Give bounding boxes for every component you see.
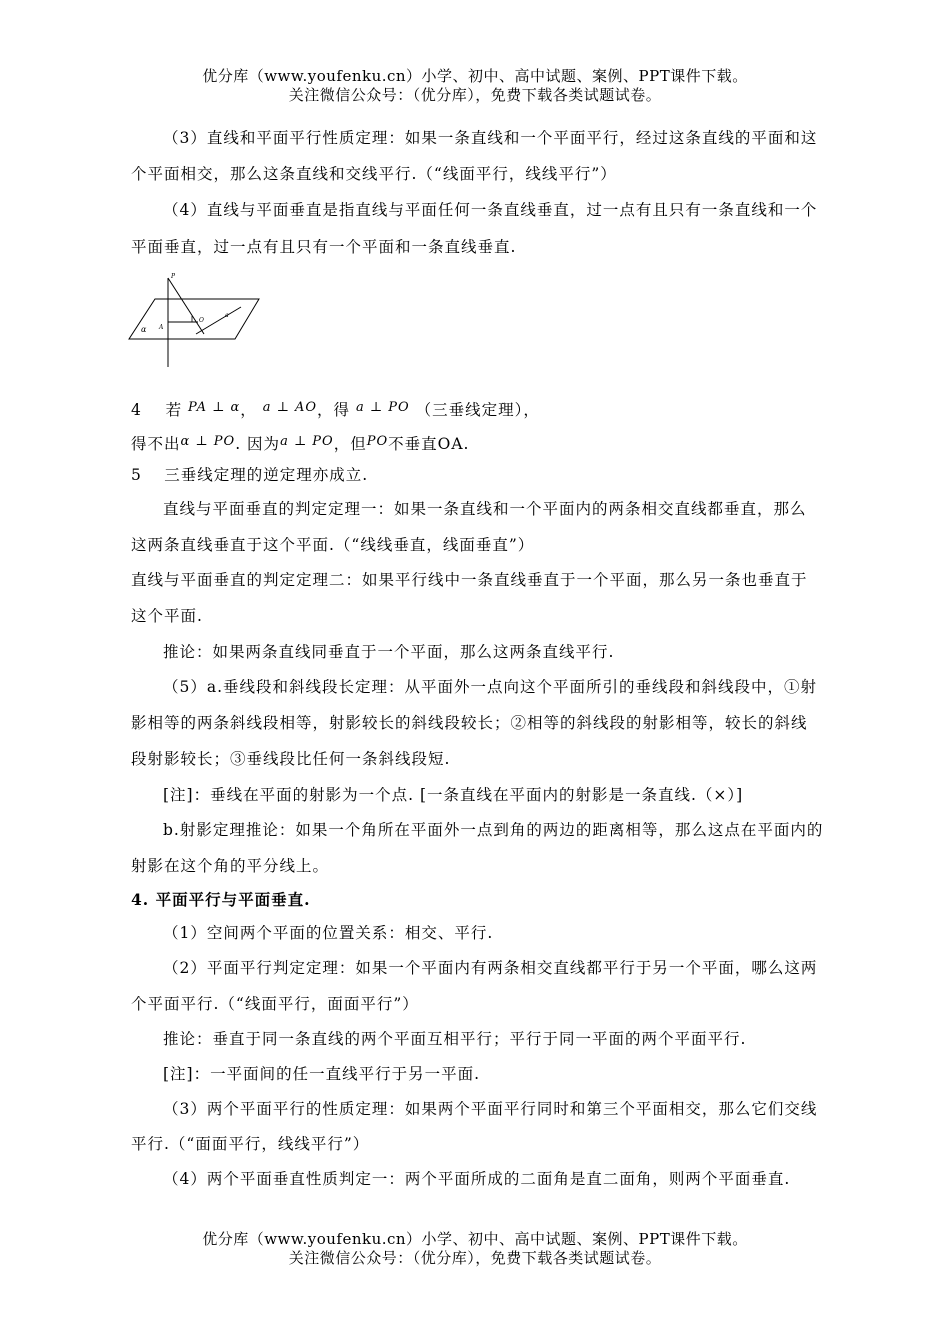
label-alpha: α: [141, 325, 147, 334]
label-a: A: [159, 324, 164, 331]
text-segment: 得不出: [131, 435, 181, 453]
footer-line-1: 优分库（www.youfenku.cn）小学、初中、高中试题、案例、PPT课件下载。: [202, 1230, 748, 1248]
plane-para-1: （1）空间两个平面的位置关系：相交、平行.: [163, 924, 494, 942]
para-3-line-1: （3）直线和平面平行性质定理：如果一条直线和一个平面平行，经过这条直线的平面和这: [163, 129, 818, 147]
page-footer: [0, 1230, 950, 1268]
para-3-line-2: 个平面相交，那么这条直线和交线平行.（“线面平行，线线平行”）: [131, 165, 617, 183]
header-line-1: 优分库（www.youfenku.cn）小学、初中、高中试题、案例、PPT课件下载。: [202, 67, 748, 85]
item-4-number: 4: [131, 401, 142, 419]
header-line-2: 关注微信公众号：（优分库），免费下载各类试题试卷。: [288, 86, 662, 104]
item-4-line-2: [131, 432, 833, 454]
math-expression: α ⊥ PO: [180, 434, 236, 449]
corollary-2: 推论：垂直于同一条直线的两个平面互相平行；平行于同一平面的两个平面平行.: [163, 1030, 747, 1048]
label-o: O: [199, 317, 204, 324]
math-expression: a ⊥ PO: [280, 434, 334, 449]
text-segment: ，但: [333, 435, 367, 453]
math-expression: a ⊥ AO: [262, 400, 318, 415]
math-expression: PO: [366, 434, 389, 449]
three-perpendiculars-diagram: [128, 272, 263, 372]
text-segment: 不垂直OA.: [388, 435, 470, 453]
criterion-1-line-2: 这两条直线垂直于这个平面.（“线线垂直，线面垂直”）: [131, 536, 535, 554]
text-segment: ，得: [317, 401, 351, 419]
plane-para-3-line-1: （3）两个平面平行的性质定理：如果两个平面平行同时和第三个平面相交，那么它们交线: [163, 1100, 818, 1118]
criterion-2-line-2: 这个平面.: [131, 607, 203, 625]
page-header: [0, 67, 950, 105]
text-segment: ，: [240, 401, 257, 419]
para-b-line-1: b.射影定理推论：如果一个角所在平面外一点到角的两边的距离相等，那么这点在平面内的: [163, 821, 824, 839]
plane-para-2-line-1: （2）平面平行判定定理：如果一个平面内有两条相交直线都平行于另一个平面，哪么这两: [163, 959, 818, 977]
para-4-line-1: （4）直线与平面垂直是指直线与平面任何一条直线垂直，过一点有且只有一条直线和一个: [163, 201, 818, 219]
text-segment: . 因为: [235, 435, 281, 453]
label-p: P: [171, 273, 176, 280]
math-expression: a ⊥ PO: [355, 400, 410, 415]
para-5-line-1: （5）a.垂线段和斜线段长定理：从平面外一点向这个平面所引的垂线段和斜线段中，①射: [163, 678, 818, 696]
criterion-1-line-1: 直线与平面垂直的判定定理一：如果一条直线和一个平面内的两条相交直线都垂直，那么: [163, 500, 807, 518]
para-5-line-3: 段射影较长；③垂线段比任何一条斜线段短.: [131, 750, 451, 768]
footer-line-2: 关注微信公众号：（优分库），免费下载各类试题试卷。: [288, 1249, 662, 1267]
text-segment: 若: [165, 401, 183, 419]
item-4-line-1: [131, 398, 833, 420]
text-segment: （三垂线定理），: [415, 401, 540, 419]
corollary-1: 推论：如果两条直线同垂直于一个平面，那么这两条直线平行.: [163, 643, 615, 661]
para-5-line-2: 影相等的两条斜线段相等，射影较长的斜线段较长；②相等的斜线段的射影相等，较长的斜线: [131, 714, 808, 732]
note-2: [注]：一平面间的任一直线平行于另一平面.: [163, 1065, 481, 1083]
note-1: [注]：垂线在平面的射影为一个点. [一条直线在平面内的射影是一条直线.（×）]: [163, 786, 744, 804]
label-line-a: a: [225, 312, 229, 319]
para-4-line-2: 平面垂直，过一点有且只有一个平面和一条直线垂直.: [131, 238, 517, 256]
oblique-line-po: [168, 278, 204, 334]
para-b-line-2: 射影在这个角的平分线上。: [131, 857, 330, 875]
plane-para-4: （4）两个平面垂直性质判定一：两个平面所成的二面角是直二面角，则两个平面垂直.: [163, 1170, 791, 1188]
plane-para-3-line-2: 平行.（“面面平行，线线平行”）: [131, 1135, 370, 1153]
plane-para-2-line-2: 个平面平行.（“线面平行，面面平行”）: [131, 995, 419, 1013]
math-expression: PA ⊥ α: [188, 400, 241, 415]
item-5: 5 三垂线定理的逆定理亦成立.: [131, 466, 369, 484]
criterion-2-line-1: 直线与平面垂直的判定定理二：如果平行线中一条直线垂直于一个平面，那么另一条也垂直于: [131, 571, 808, 589]
section-4-heading: 4. 平面平行与平面垂直.: [131, 890, 311, 909]
